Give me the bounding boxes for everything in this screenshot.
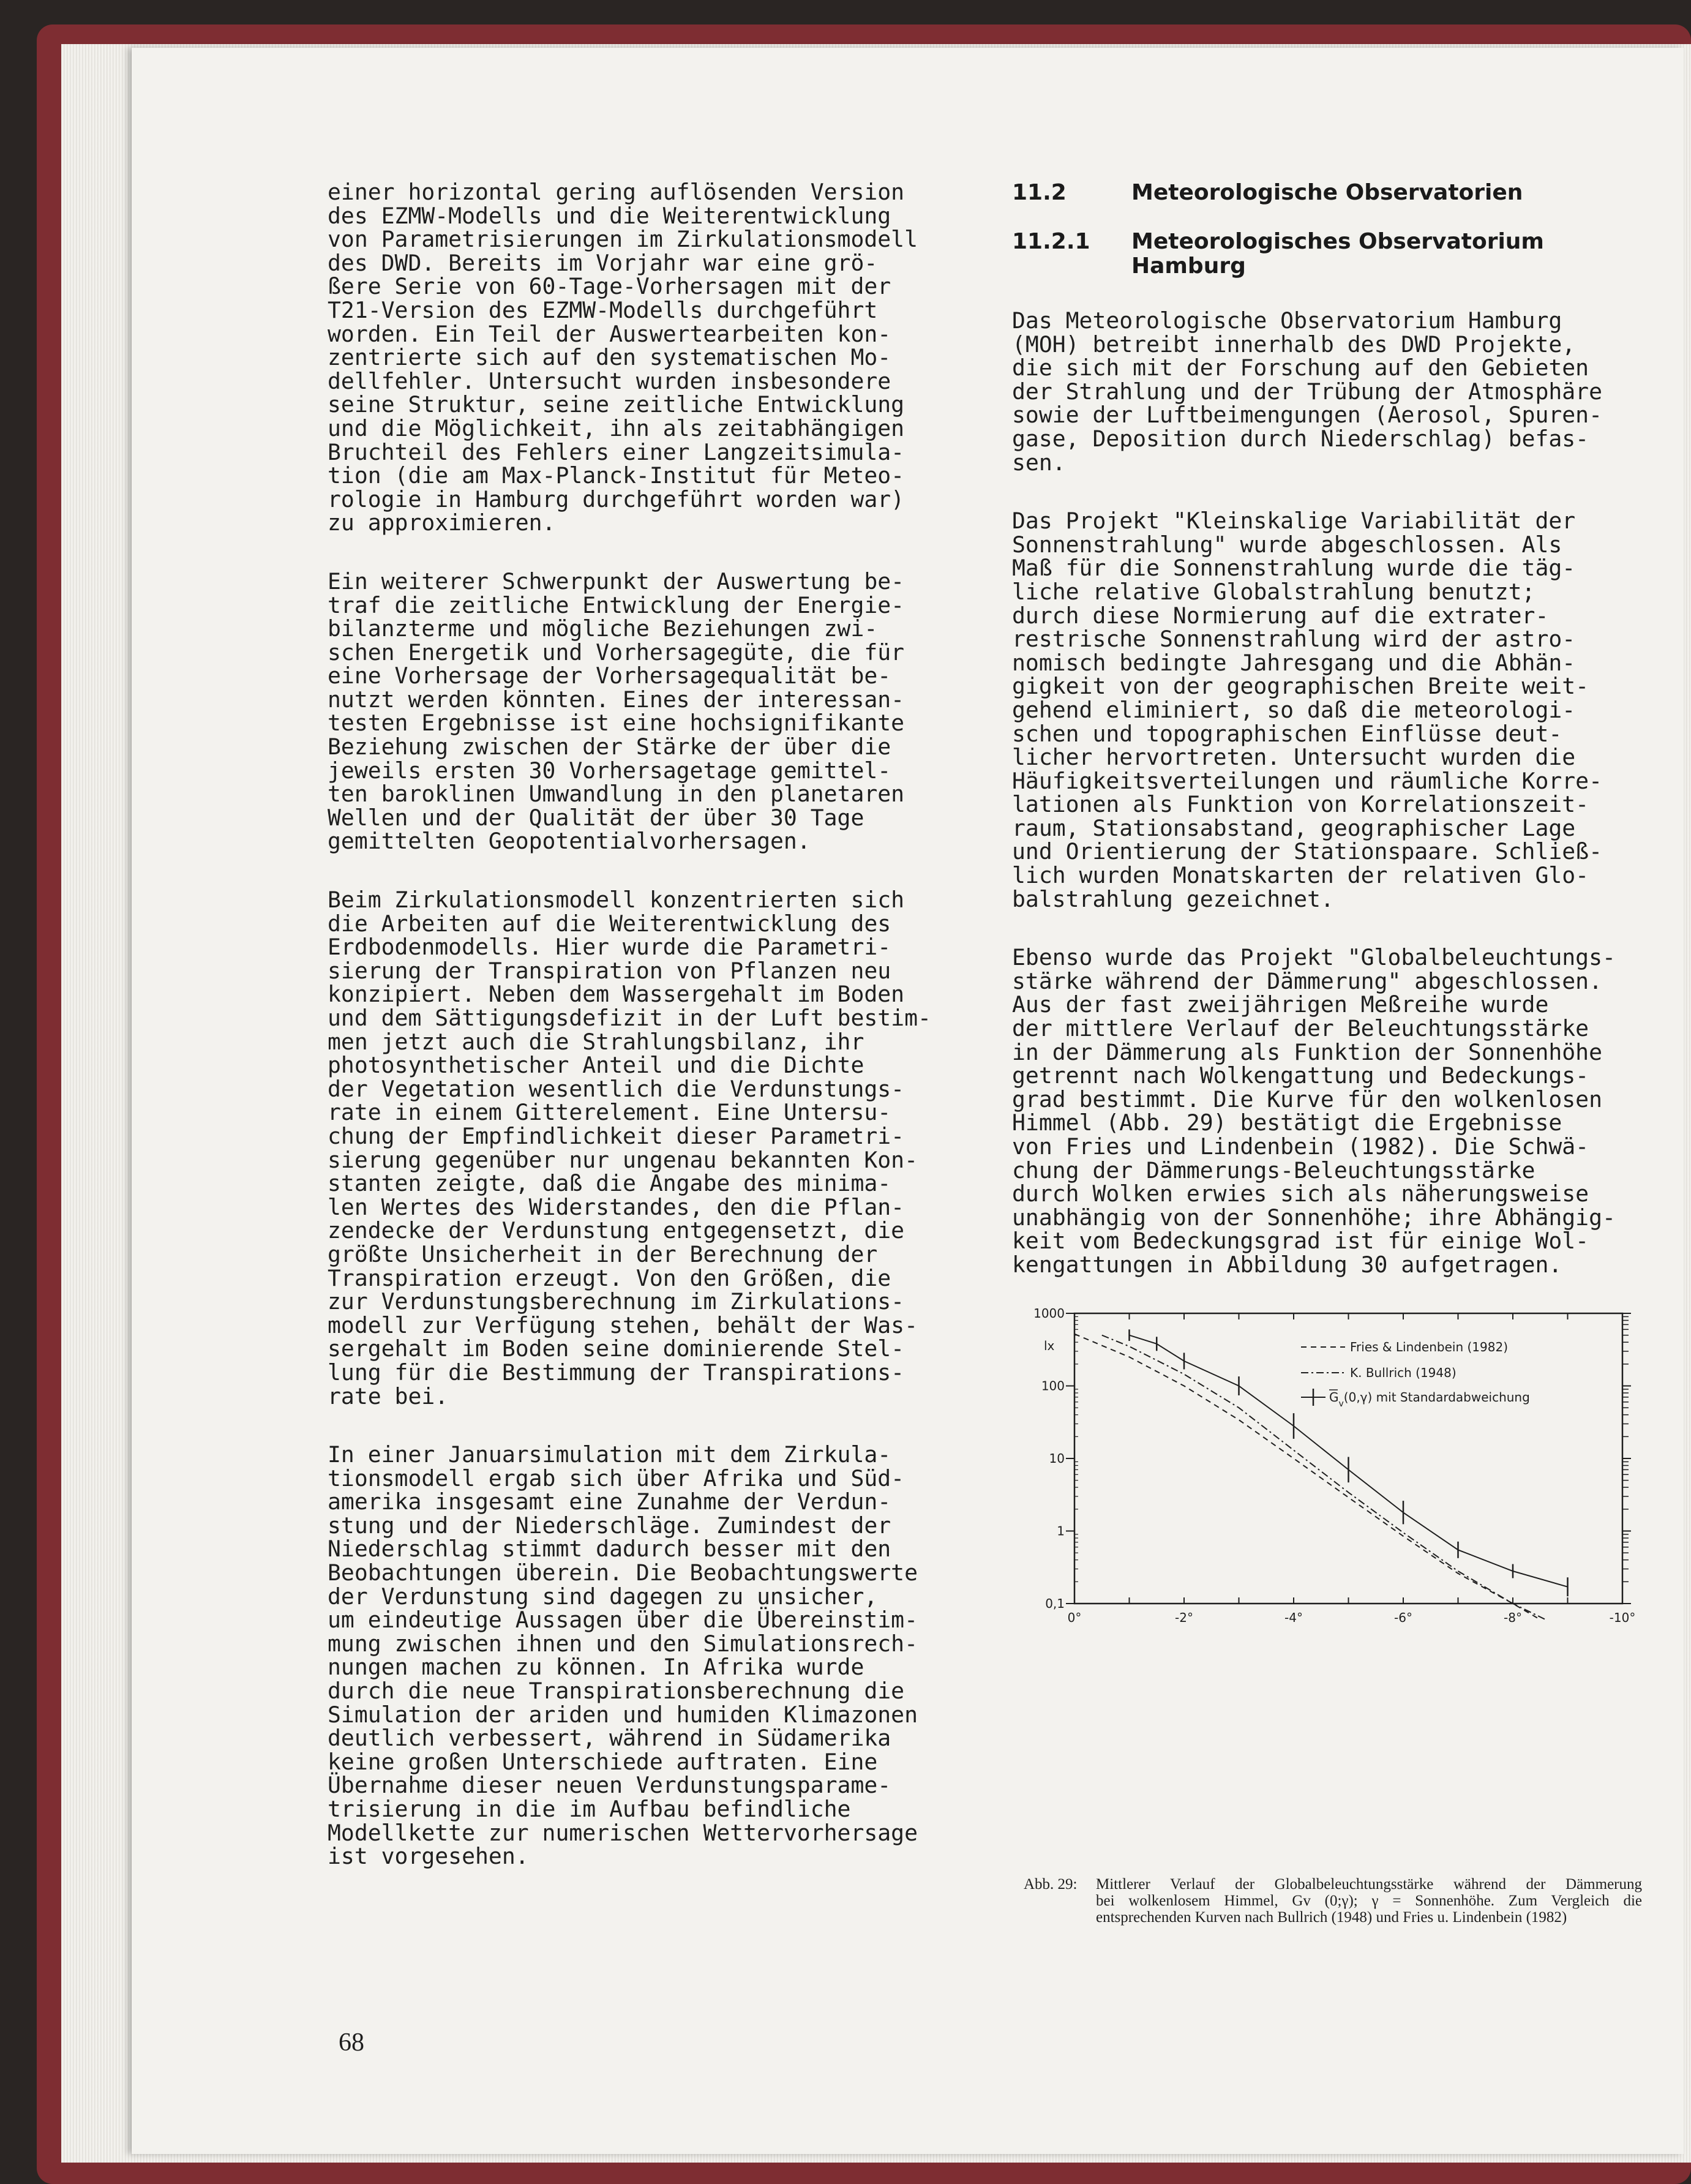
text-line: chung der Empfindlichkeit dieser Parametri-	[328, 1122, 905, 1149]
text-line: um eindeutige Aussagen über die Übereinstim-	[328, 1607, 918, 1634]
text-line: und dem Sättigungsdefizit in der Luft bestim-	[328, 1005, 931, 1031]
text-line: schen und topographischen Einflüsse deut-	[1012, 720, 1562, 747]
caption-text	[1096, 1876, 1642, 1926]
series-line-1	[1102, 1335, 1546, 1620]
caption-label: Abb. 29:	[1024, 1876, 1078, 1893]
text-line: gase, Deposition durch Niederschlag) befas-	[1012, 425, 1589, 452]
text-line: Maß für die Sonnenstrahlung wurde die täg-	[1012, 555, 1576, 582]
paragraph	[328, 181, 955, 535]
subsection-title-line-2: Hamburg	[1131, 253, 1246, 279]
paragraph	[328, 570, 955, 854]
caption-line: bei wolkenlosem Himmel, Gv (0;γ); γ = Sonnenhöhe. Zum Vergleich die	[1096, 1893, 1642, 1909]
text-line: zentrierte sich auf den systematischen Mo-	[328, 344, 891, 371]
series-line-0	[1074, 1334, 1540, 1620]
text-line: der mittlere Verlauf der Beleuchtungsstärke	[1012, 1015, 1589, 1042]
text-line: zendecke der Verdunstung entgegensetzt, die	[328, 1217, 905, 1244]
text-line: dellfehler. Untersucht wurden insbesondere	[328, 367, 891, 394]
text-line: lich wurden Monatskarten der relativen Glo-	[1012, 862, 1589, 889]
text-line: bilanzterme und mögliche Beziehungen zwi-	[328, 615, 878, 642]
text-line: und Orientierung der Stationspaare. Schließ-	[1012, 838, 1602, 865]
paragraph	[328, 1443, 955, 1869]
text-line: einer horizontal gering auflösenden Version	[328, 179, 905, 205]
text-line: des DWD. Bereits im Vorjahr war eine grö-	[328, 249, 878, 276]
text-line: lung für die Bestimmung der Transpirations-	[328, 1359, 905, 1386]
legend-label-fries: Fries & Lindenbein (1982)	[1350, 1340, 1509, 1354]
y-tick-label: 1000	[1033, 1306, 1065, 1321]
text-line: zur Verdunstungsberechnung im Zirkulations-	[328, 1288, 905, 1315]
text-line: der Strahlung und der Trübung der Atmosphäre	[1012, 378, 1602, 405]
text-line: seine Struktur, seine zeitliche Entwicklung	[328, 391, 905, 418]
right-column	[1012, 181, 1643, 1312]
text-line: der Vegetation wesentlich die Verdunstungs-	[328, 1075, 905, 1102]
text-line: schen Energetik und Vorhersagegüte, die für	[328, 639, 905, 666]
text-line: Erdbodenmodells. Hier wurde die Parametri-	[328, 934, 891, 961]
text-line: mung zwischen ihnen und den Simulationsrech-	[328, 1630, 918, 1657]
text-line: stanten zeigte, daß die Angabe des minima-	[328, 1170, 891, 1197]
text-line: ten baroklinen Umwandlung in den planetaren	[328, 781, 905, 808]
paragraph	[1012, 509, 1643, 911]
text-line: keine großen Unterschiede auftraten. Eine	[328, 1748, 878, 1775]
subsection-title-line-1: Meteorologisches Observatorium	[1131, 229, 1544, 254]
text-line: Modellkette zur numerischen Wettervorhersage	[328, 1819, 918, 1846]
text-line: sierung gegenüber nur ungenau bekannten Kon-	[328, 1146, 918, 1173]
text-line: stung und der Niederschläge. Zumindest der	[328, 1512, 891, 1539]
text-line: men jetzt auch die Strahlungsbilanz, ihr	[328, 1028, 864, 1055]
legend-label-gv: $G_v(0,\gamma)$ mit Standardabweichung	[1329, 1390, 1530, 1409]
text-line: sowie der Luftbeimengungen (Aerosol, Spuren-	[1012, 402, 1602, 429]
text-line: größte Unsicherheit in der Berechnung der	[328, 1240, 878, 1267]
text-line: die Arbeiten auf die Weiterentwicklung des	[328, 910, 891, 937]
text-line: nungen machen zu können. In Afrika wurde	[328, 1654, 864, 1681]
text-line: Sonnenstrahlung" wurde abgeschlossen. Als	[1012, 531, 1562, 558]
x-tick-label: 0°	[1067, 1610, 1082, 1625]
text-line: rate bei.	[328, 1383, 449, 1409]
text-line: Simulation der ariden und humiden Klimazonen	[328, 1701, 918, 1728]
text-line: chung der Dämmerungs-Beleuchtungsstärke	[1012, 1157, 1535, 1184]
text-line: tionsmodell ergab sich über Afrika und Süd-	[328, 1465, 905, 1492]
text-line: gemittelten Geopotentialvorhersagen.	[328, 828, 811, 855]
text-line: photosynthetischer Anteil und die Dichte	[328, 1052, 864, 1079]
text-line: der Verdunstung sind dagegen zu unsicher,	[328, 1583, 878, 1610]
text-line: konzipiert. Neben dem Wassergehalt im Boden	[328, 981, 905, 1008]
x-tick-label: -8°	[1504, 1610, 1522, 1625]
x-tick-label: -4°	[1284, 1610, 1303, 1625]
text-line: traf die zeitliche Entwicklung der Energie-	[328, 591, 905, 618]
text-line: Beziehung zwischen der Stärke der über die	[328, 734, 891, 760]
text-line: modell zur Verfügung stehen, behält der Was-	[328, 1312, 918, 1338]
text-line: von Parametrisierungen im Zirkulationsmodell	[328, 226, 918, 253]
text-line: keit vom Bedeckungsgrad ist für einige Wol-	[1012, 1228, 1589, 1255]
text-line: liche relative Globalstrahlung benutzt;	[1012, 578, 1535, 605]
text-line: nutzt werden könnten. Eines der interessan-	[328, 686, 905, 713]
text-line: sen.	[1012, 449, 1066, 476]
text-line: restrische Sonnenstrahlung wird der astro-	[1012, 626, 1576, 653]
text-line: Das Projekt "Kleinskalige Variabilität der	[1012, 508, 1576, 535]
right-paragraphs	[1012, 309, 1643, 1277]
text-line: In einer Januarsimulation mit dem Zirkula-	[328, 1441, 891, 1468]
text-line: eine Vorhersage der Vorhersagequalität be-	[328, 662, 891, 689]
text-line: len Wertes des Widerstandes, den die Pflan-	[328, 1193, 905, 1220]
text-line: trisierung in die im Aufbau befindliche	[328, 1796, 851, 1822]
text-line: licher hervortreten. Untersucht wurden die	[1012, 744, 1576, 771]
y-tick-label: 100	[1041, 1378, 1065, 1394]
caption-line: Mittlerer Verlauf der Globalbeleuchtungsstärke während der Dämmerung	[1096, 1876, 1642, 1893]
text-line: und die Möglichkeit, ihn als zeitabhängigen	[328, 415, 905, 441]
text-line: von Fries und Lindenbein (1982). Die Schwä-	[1012, 1133, 1589, 1160]
text-line: unabhängig von der Sonnenhöhe; ihre Abhängig-	[1012, 1204, 1616, 1231]
text-line: Übernahme dieser neuen Verdunstungsparame-	[328, 1772, 891, 1799]
text-line: zu approximieren.	[328, 509, 556, 536]
page-number: 68	[339, 2028, 364, 2057]
text-line: gigkeit von der geographischen Breite weit-	[1012, 673, 1589, 700]
text-line: testen Ergebnisse ist eine hochsignifikante	[328, 710, 905, 737]
text-line: deutlich verbessert, während in Südamerika	[328, 1725, 891, 1752]
text-line: Wellen und der Qualität der über 30 Tage	[328, 804, 864, 831]
text-line: worden. Ein Teil der Auswertearbeiten kon-	[328, 320, 891, 347]
text-line: amerika insgesamt eine Zunahme der Verdun-	[328, 1488, 891, 1515]
text-line: Beobachtungen überein. Die Beobachtungswerte	[328, 1559, 918, 1586]
text-line: Ebenso wurde das Projekt "Globalbeleuchtungs-	[1012, 944, 1616, 971]
left-column	[328, 181, 955, 1904]
y-tick-label: 10	[1049, 1451, 1065, 1466]
figure-chart	[1012, 1301, 1647, 1641]
caption-line: entsprechenden Kurven nach Bullrich (1948) und Fries u. Lindenbein (1982)	[1096, 1909, 1567, 1926]
text-line: sierung der Transpiration von Pflanzen neu	[328, 957, 891, 984]
text-line: raum, Stationsabstand, geographischer Lage	[1012, 814, 1576, 841]
text-line: Transpiration erzeugt. Von den Größen, die	[328, 1264, 891, 1291]
text-line: Himmel (Abb. 29) bestätigt die Ergebnisse	[1012, 1109, 1562, 1136]
text-line: Niederschlag stimmt dadurch besser mit den	[328, 1536, 891, 1563]
text-line: balstrahlung gezeichnet.	[1012, 885, 1334, 912]
text-line: Beim Zirkulationsmodell konzentrierten sich	[328, 887, 905, 914]
y-tick-label: 0,1	[1045, 1596, 1065, 1611]
text-line: gehend eliminiert, so daß die meteorologi-	[1012, 696, 1576, 723]
text-line: T21-Version des EZMW-Modells durchgeführt	[328, 296, 878, 323]
text-line: tion (die am Max-Planck-Institut für Meteo-	[328, 462, 905, 489]
text-line: grad bestimmt. Die Kurve für den wolkenlosen	[1012, 1086, 1602, 1113]
x-tick-label: -6°	[1394, 1610, 1412, 1625]
y-tick-label: 1	[1057, 1523, 1065, 1539]
text-line: sergehalt im Boden seine dominierende Stel-	[328, 1335, 905, 1362]
text-line: ßere Serie von 60-Tage-Vorhersagen mit der	[328, 273, 891, 300]
text-line: jeweils ersten 30 Vorhersagetage gemittel-	[328, 757, 891, 784]
text-line: Aus der fast zweijährigen Meßreihe wurde	[1012, 991, 1549, 1018]
text-line: Bruchteil des Fehlers einer Langzeitsimula-	[328, 438, 905, 465]
subsection-heading	[1012, 230, 1643, 279]
y-unit-label: lx	[1044, 1338, 1055, 1353]
text-line: des EZMW-Modells und die Weiterentwicklung	[328, 202, 891, 229]
text-line: in der Dämmerung als Funktion der Sonnenhöhe	[1012, 1038, 1602, 1065]
text-line: die sich mit der Forschung auf den Gebieten	[1012, 355, 1589, 381]
figure-caption	[1024, 1876, 1642, 1926]
text-line: nomisch bedingte Jahresgang und die Abhän-	[1012, 649, 1576, 676]
text-line: ist vorgesehen.	[328, 1843, 529, 1870]
text-line: Ein weiterer Schwerpunkt der Auswertung be-	[328, 568, 905, 595]
text-line: getrennt nach Wolkengattung und Bedeckungs-	[1012, 1062, 1589, 1089]
text-line: (MOH) betreibt innerhalb des DWD Projekte,	[1012, 331, 1576, 358]
text-line: durch diese Normierung auf die extrater-	[1012, 602, 1549, 629]
paragraph	[1012, 309, 1643, 475]
text-line: lationen als Funktion von Korrelationszeit-	[1012, 791, 1589, 818]
section-heading	[1012, 181, 1643, 205]
x-tick-label: -2°	[1175, 1610, 1193, 1625]
text-line: durch Wolken erwies sich als näherungsweise	[1012, 1180, 1589, 1207]
x-tick-label: -10°	[1609, 1610, 1636, 1625]
section-number: 11.2	[1012, 180, 1067, 205]
legend-label-bullrich: K. Bullrich (1948)	[1350, 1365, 1457, 1380]
section-title: Meteorologische Observatorien	[1131, 180, 1523, 205]
text-line: Das Meteorologische Observatorium Hamburg	[1012, 307, 1562, 334]
text-line: durch die neue Transpirationsberechnung die	[328, 1678, 905, 1705]
text-line: kengattungen in Abbildung 30 aufgetragen.	[1012, 1251, 1562, 1278]
text-line: rate in einem Gitterelement. Eine Untersu-	[328, 1099, 891, 1126]
chart-svg	[1012, 1301, 1647, 1641]
text-line: Häufigkeitsverteilungen und räumliche Korre-	[1012, 767, 1602, 794]
paragraph	[1012, 946, 1643, 1277]
subsection-number: 11.2.1	[1012, 229, 1090, 254]
text-line: stärke während der Dämmerung" abgeschlossen.	[1012, 967, 1602, 994]
paragraph	[328, 888, 955, 1408]
text-line: rologie in Hamburg durchgeführt worden war)	[328, 486, 905, 512]
